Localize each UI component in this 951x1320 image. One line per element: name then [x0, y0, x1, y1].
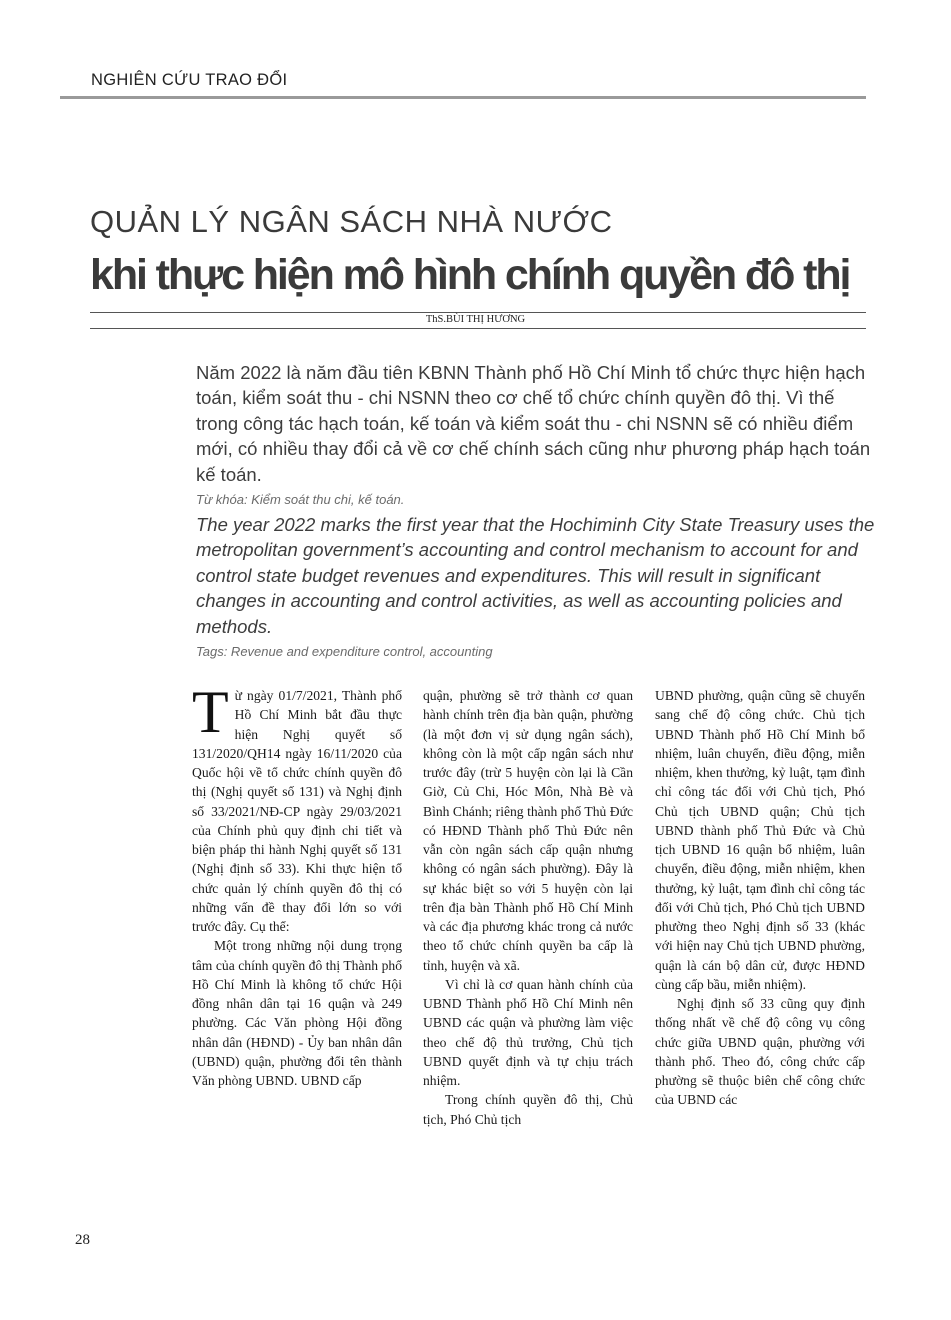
- body-column-2: [423, 686, 633, 1206]
- keywords-vietnamese: Từ khóa: Kiểm soát thu chi, kế toán.: [196, 492, 405, 507]
- abstract-english: The year 2022 marks the first year that the Hochiminh City State Treasury uses the metropolitan government’s accounting and control mechanism to account for and control state budget revenues and expenditures. This will result in significant changes in accounting and control activities, as well as accounting policies and methods.: [196, 514, 875, 637]
- paragraph: quận, phường sẽ trở thành cơ quan hành chính trên địa bàn quận, phường (là một đơn vị sử dụng ngân sách), không còn là một cấp ngân sách như trước đây (trừ 5 huyện còn lại là Cần Giờ, Củ Chi, Hóc Môn, Nhà Bè và Bình Chánh; riêng thành phố Thủ Đức có HĐND Thành phố Thủ Đức nên vẫn còn ngân sách cấp quận nhưng không có ngân sách phường). Đây là sự khác biệt so với 5 huyện còn lại trên địa bàn Thành phố Hồ Chí Minh và các địa phương khác trong cả nước theo tổ chức chính quyền ba cấp là tỉnh, huyện và xã.: [423, 688, 633, 973]
- paragraph: ừ ngày 01/7/2021, Thành phố Hồ Chí Minh bắt đầu thực hiện Nghị quyết số 131/2020/QH14 ngày 16/11/2020 của Quốc hội về tổ chức chính quyền đô thị (Nghị quyết số 131) và Nghị định số 33/2021/NĐ-CP ngày 29/03/2021 của Chính phủ quy định chi tiết và biện pháp thi hành Nghị quyết số 131 (Nghị định số 33). Khi thực hiện tổ chức quản lý chính quyền đô thị có những vấn đề thay đổi lớn so với trước đây. Cụ thể:: [192, 688, 402, 934]
- section-label: NGHIÊN CỨU TRAO ĐỔI: [91, 71, 288, 89]
- article-title-line1: QUẢN LÝ NGÂN SÁCH NHÀ NƯỚC: [90, 204, 613, 239]
- paragraph: Trong chính quyền đô thị, Chủ tịch, Phó Chủ tịch: [423, 1092, 633, 1127]
- paragraph: Nghị định số 33 cũng quy định thống nhất về chế độ công vụ công chức giữa UBND quận, phường với thành phố. Theo đó, công chức cấp phường sẽ thuộc biên chế công chức của UBND các: [655, 996, 865, 1108]
- body-column-1: [192, 686, 402, 1206]
- author-byline: ThS.BÙI THỊ HƯƠNG: [425, 314, 526, 325]
- paragraph: Một trong những nội dung trọng tâm của chính quyền đô thị Thành phố Hồ Chí Minh là không tổ chức Hội đồng nhân dân tại 16 quận và 249 phường. Các Văn phòng Hội đồng nhân dân (HĐND) - Ủy ban nhân dân (UBND) quận, phường đổi tên thành Văn phòng UBND. UBND cấp: [192, 938, 402, 1088]
- drop-cap: T: [192, 686, 229, 745]
- header-rule: [60, 96, 866, 99]
- keywords-english: Tags: Revenue and expenditure control, accounting: [196, 644, 493, 659]
- author-rule: [90, 328, 866, 329]
- paragraph: Vì chỉ là cơ quan hành chính của UBND Thành phố Hồ Chí Minh nên UBND các quận và phường làm việc theo chế độ thủ trưởng, Chủ tịch UBND quyết định và tự chịu trách nhiệm.: [423, 976, 633, 1088]
- article-title-line2: khi thực hiện mô hình chính quyền đô thị: [90, 251, 850, 299]
- title-rule: [90, 312, 866, 313]
- paragraph: UBND phường, quận cũng sẽ chuyển sang chế độ công chức. Chủ tịch UBND Thành phố Hồ Chí Minh bổ nhiệm, luân chuyển, điều động, miễn nhiệm, khen thưởng, kỷ luật, tạm đình chỉ công tác đối với Chủ tịch, Phó Chủ tịch UBND quận; Chủ tịch UBND thành phố Thủ Đức và Chủ tịch UBND 16 quận bổ nhiệm, luân chuyển, điều động, miễn nhiệm, khen thưởng, kỷ luật, tạm đình chỉ công tác đối với Chủ tịch, Phó Chủ tịch UBND phường theo Nghị định số 33 (khác với hiện nay Chủ tịch UBND phường, quận là cán bộ dân cử, được HĐND cùng cấp bầu, miễn nhiệm).: [655, 688, 865, 992]
- abstract-vietnamese: Năm 2022 là năm đầu tiên KBNN Thành phố Hồ Chí Minh tổ chức thực hiện hạch toán, kiểm soát thu - chi NSNN theo cơ chế tổ chức chính quyền đô thị. Vì thế trong công tác hạch toán, kế toán và kiểm soát thu - chi NSNN sẽ có nhiều điểm mới, có nhiều thay đổi cả về cơ chế chính sách cũng như phương pháp hạch toán kế toán.: [196, 362, 871, 485]
- body-column-3: [655, 686, 865, 1206]
- page-number: 28: [75, 1232, 90, 1248]
